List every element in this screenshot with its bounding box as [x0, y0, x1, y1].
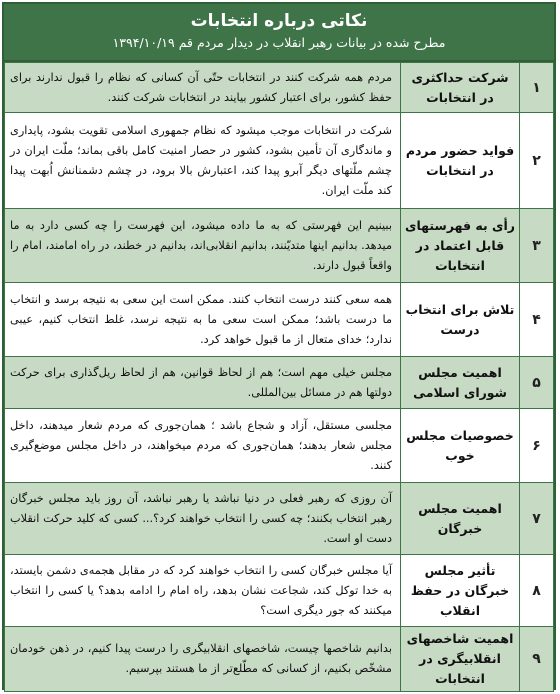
row-text: مردم همه شرکت کنند در انتخابات حتّی آن کسانی که نظام را قبول ندارند برای حفظ کشور، برای اعتبار کشور بیایند در انتخابات شرکت کنند.	[5, 63, 401, 113]
row-topic: اهمیت مجلس خبرگان	[401, 483, 520, 555]
row-text: ببینیم این فهرستی که به ما داده میشود، این فهرست را چه کسی دارد به ما میدهد. بدانیم اینها متدیّنند، بدانیم انقلابی‌اند، بدانیم در خطند، در راه امامند، امام را واقعاً قبول دارند.	[5, 209, 401, 283]
table-row	[5, 483, 554, 555]
row-text: مجلسی مستقل، آزاد و شجاع باشد ؛ همان‌جوری که مردم شعار میدهند، داخل مجلس شعار بدهند؛ همان‌جوری که مردم میخواهند، در داخل مجلس موضع‌گیری کنند.	[5, 409, 401, 483]
table-row	[5, 113, 554, 209]
table-row	[5, 209, 554, 283]
row-text: بدانیم شاخصها چیست، شاخصهای انقلابیگری را درست پیدا کنیم، در ذهن خودمان مشخّص بکنیم، از کسانی که مطّلع‌تر از ما هستند بپرسیم.	[5, 627, 401, 692]
notes-table	[4, 62, 554, 692]
row-topic: شرکت حداکثری در انتخابات	[401, 63, 520, 113]
row-text: آیا مجلس خبرگان کسی را انتخاب خواهند کرد که در مقابل هجمه‌ی دشمن بایستد، به خدا توکل کند، شجاعت نشان بدهد، راه امام را ادامه بدهد؟ یا کسی را انتخاب میکنند که جور دیگری است؟	[5, 555, 401, 627]
notes-table-card	[2, 2, 556, 690]
table-row	[5, 627, 554, 692]
table-row	[5, 555, 554, 627]
row-number: ۵	[520, 357, 554, 409]
row-number: ۶	[520, 409, 554, 483]
row-topic: تلاش برای انتخاب درست	[401, 283, 520, 357]
table-row	[5, 63, 554, 113]
row-number: ۲	[520, 113, 554, 209]
row-number: ۹	[520, 627, 554, 692]
table-row	[5, 409, 554, 483]
row-text: شرکت در انتخابات موجب میشود که نظام جمهوری اسلامی تقویت بشود، پایداری و ماندگاری آن تأمین بشود، کشور در حصار امنیت کامل باقی بماند؛ ملّت ایران در چشم ملّتهای دیگر آبرو پیدا کند، اعتبارش بالا برود، در چشم دشمنانش اُبهت پیدا کند ملّت ایران.	[5, 113, 401, 209]
row-number: ۴	[520, 283, 554, 357]
row-number: ۱	[520, 63, 554, 113]
table-row	[5, 357, 554, 409]
row-topic: خصوصیات مجلس خوب	[401, 409, 520, 483]
row-topic: فواید حضور مردم در انتخابات	[401, 113, 520, 209]
row-number: ۳	[520, 209, 554, 283]
row-number: ۸	[520, 555, 554, 627]
page-subtitle: مطرح شده در بیانات رهبر انقلاب در دیدار مردم قم ۱۳۹۴/۱۰/۱۹	[112, 35, 446, 50]
row-text: همه سعی کنند درست انتخاب کنند. ممکن است این سعی به نتیجه برسد و انتخاب ما درست باشد؛ ممکن است سعی ما به نتیجه نرسد، غلط انتخاب کنیم، عیبی ندارد؛ خدای متعال از ما قبول خواهد کرد.	[5, 283, 401, 357]
table-header	[4, 4, 554, 62]
row-topic: تأثیر مجلس خبرگان در حفظ انقلاب	[401, 555, 520, 627]
row-topic: اهمیت مجلس شورای اسلامی	[401, 357, 520, 409]
row-text: آن روزی که رهبر فعلی در دنیا نباشد یا رهبر نباشد، آن روز باید مجلس خبرگان رهبر انتخاب بکنند؛ چه کسی را انتخاب خواهند کرد؟... کسی که کلید حرکت انقلاب دست او است.	[5, 483, 401, 555]
page-title: نکاتی درباره انتخابات	[190, 11, 368, 31]
row-topic: اهمیت شاخصهای انقلابیگری در انتخابات	[401, 627, 520, 692]
row-text: مجلس خیلی مهم است؛ هم از لحاظ قوانین، هم از لحاظ ریل‌گذاری برای حرکت دولتها هم در مسائل بین‌المللی.	[5, 357, 401, 409]
row-number: ۷	[520, 483, 554, 555]
row-topic: رأی به فهرستهای قابل اعتماد در انتخابات	[401, 209, 520, 283]
table-row	[5, 283, 554, 357]
